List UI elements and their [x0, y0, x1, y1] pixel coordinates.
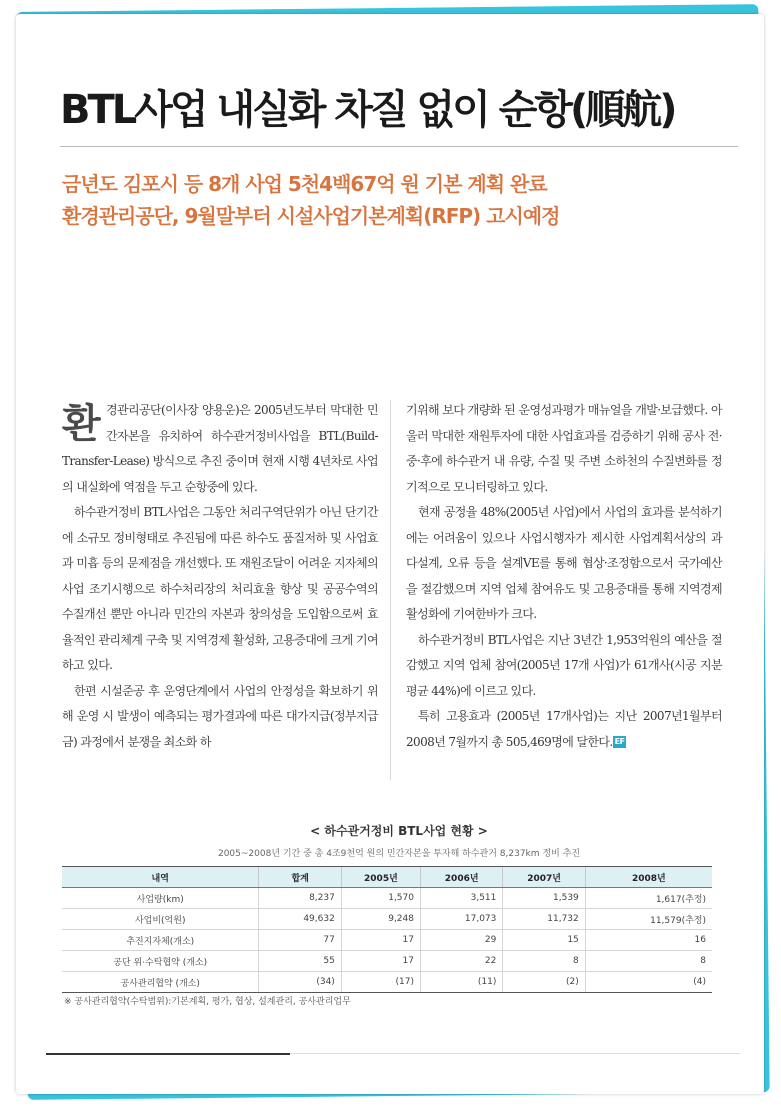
table-header-row [62, 867, 712, 888]
paragraph: 하수관거정비 BTL사업은 지난 3년간 1,953억원의 예산을 절감했고 지역 업체 참여(2005년 17개 사업)가 61개사(시공 지분 평균 44%)에 이르고 있다. [406, 632, 722, 698]
table-caption: 2005~2008년 기간 중 총 4조9천억 원의 민간자본을 투자해 하수관거 8,237km 정비 추진 [217, 849, 581, 859]
table-row [62, 888, 712, 909]
table-cell: 8 [585, 951, 712, 972]
column-header: 2006년 [420, 867, 502, 888]
table-cell: (34) [259, 972, 341, 993]
paragraph-text: 특히 고용효과 (2005년 17개사업)는 지난 2007년1월부터 2008년 7월까지 총 505,469명에 달한다. [406, 709, 722, 749]
column-header: 2008년 [585, 867, 712, 888]
paragraph [406, 704, 722, 755]
article-column-left [62, 398, 378, 755]
column-header: 합계 [259, 867, 341, 888]
table-cell: (17) [341, 972, 420, 993]
table-cell: 11,732 [503, 909, 585, 930]
table-cell: 사업량(km) [62, 888, 259, 909]
paragraph: 한편 시설준공 후 운영단계에서 사업의 안정성을 확보하기 위해 운영 시 발생이 예측되는 평가결과에 따른 대가지급(정부지급금) 과정에서 분쟁을 최소화 하 [62, 683, 378, 749]
paragraph-text: 경관리공단(이사장 양용운)은 2005년도부터 막대한 민간자본을 유치하여 하수관거정비사업을 BTL(Build-Transfer-Lease) 방식으로 추진 중이며 현재 시행 4년차로 사업의 내실화에 역점을 두고 순항중에 있다. [62, 403, 378, 494]
table-cell: 1,617(추정) [585, 888, 712, 909]
table-cell: 77 [259, 930, 341, 951]
btl-status-table [62, 866, 712, 993]
table-cell: 3,511 [420, 888, 502, 909]
table-cell: 8 [503, 951, 585, 972]
bottom-divider-light [290, 1053, 740, 1054]
end-mark-icon: EF [614, 737, 625, 746]
paragraph [62, 398, 378, 500]
table-cell: 공단 위·수탁협약 (개소) [62, 951, 259, 972]
table-cell: 22 [420, 951, 502, 972]
article-subtitle-2: 환경관리공단, 9월말부터 시설사업기본계획(RFP) 고시예정 [62, 204, 560, 228]
table-cell: 29 [420, 930, 502, 951]
table-cell: 사업비(억원) [62, 909, 259, 930]
column-divider [390, 400, 391, 780]
table-cell: 1,570 [341, 888, 420, 909]
column-header: 2007년 [503, 867, 585, 888]
table-row [62, 930, 712, 951]
table-footnote: ※ 공사관리협약(수탁범위):기본계획, 평가, 협상, 설계관리, 공사관리업무 [64, 997, 351, 1007]
drop-cap: 환 [62, 401, 101, 447]
table-cell: 1,539 [503, 888, 585, 909]
table-row [62, 951, 712, 972]
table-cell: 17 [341, 951, 420, 972]
table-row [62, 909, 712, 930]
paragraph: 기위해 보다 개량화 된 운영성과평가 매뉴얼을 개발·보급했다. 아울러 막대한 재원투자에 대한 사업효과를 검증하기 위해 공사 전·중·후에 하수관거 내 유량, 수질 및 주변 소하천의 수질변화를 정기적으로 모니터링하고 있다. [406, 403, 722, 494]
table-row [62, 972, 712, 993]
column-header: 내역 [62, 867, 259, 888]
table-cell: 55 [259, 951, 341, 972]
table-cell: 49,632 [259, 909, 341, 930]
column-header: 2005년 [341, 867, 420, 888]
table-cell: 17,073 [420, 909, 502, 930]
table-cell: 11,579(추정) [585, 909, 712, 930]
paragraph: 하수관거정비 BTL사업은 그동안 처리구역단위가 아닌 단기간에 소규모 정비형태로 추진됨에 따른 하수도 품질저하 및 사업효과 미흡 등의 문제점을 개선했다. 또 재원조달이 어려운 지자체의 사업 조기시행으로 하수처리장의 처리효율 향상 및 공공수역의 수질개선 뿐만 아니라 민간의 자본과 창의성을 도입함으로써 효율적인 관리체계 구축 및 지역경제 활성화, 고용증대에 크게 기여하고 있다. [62, 505, 378, 672]
table-cell: (4) [585, 972, 712, 993]
bottom-divider [46, 1053, 290, 1055]
table-title: < 하수관거정비 BTL사업 현황 > [310, 824, 488, 838]
paragraph: 현재 공정율 48%(2005년 사업)에서 사업의 효과를 분석하기에는 어려움이 있으나 사업시행자가 제시한 사업계획서상의 과다설계, 오류 등을 설계VE를 통해 협상·조정함으로서 국가예산을 절감했으며 지역 업체 참여유도 및 고용증대를 통해 지역경제 활성화에 기여한바가 크다. [406, 505, 722, 621]
article-title: BTL사업 내실화 차질 없이 순항(順航) [60, 87, 675, 133]
table-cell: 공사관리협약 (개소) [62, 972, 259, 993]
article-subtitle-1: 금년도 김포시 등 8개 사업 5천4백67억 원 기본 계획 완료 [62, 172, 547, 196]
table-cell: 16 [585, 930, 712, 951]
table-cell: (11) [420, 972, 502, 993]
table-cell: 8,237 [259, 888, 341, 909]
table-cell: 15 [503, 930, 585, 951]
table-cell: 9,248 [341, 909, 420, 930]
table-cell: 추진지자체(개소) [62, 930, 259, 951]
table-cell: (2) [503, 972, 585, 993]
title-divider [60, 146, 738, 147]
table-cell: 17 [341, 930, 420, 951]
article-column-right [406, 398, 722, 755]
